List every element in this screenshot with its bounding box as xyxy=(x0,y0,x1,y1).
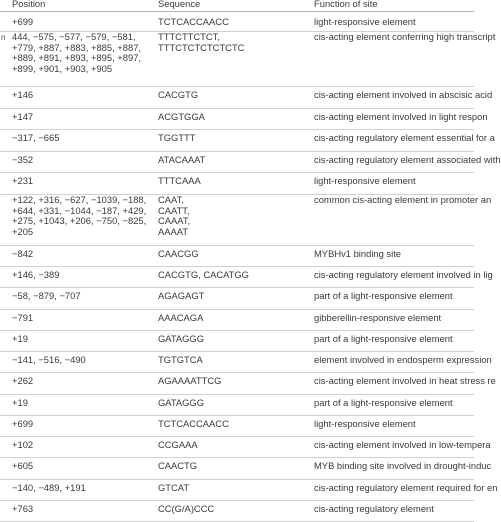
position-cell: +763 xyxy=(12,503,34,514)
sequence-cell: CACGTG xyxy=(158,89,199,100)
position-cell: +205 xyxy=(12,225,34,237)
table-row xyxy=(0,287,474,310)
position-cell: +19 xyxy=(12,333,28,344)
sequence-cell: AGAGAGT xyxy=(158,290,205,301)
sequence-cell: CAATT, xyxy=(158,204,190,216)
position-cell: +275, +1043, +206, −750, −825, xyxy=(12,215,147,227)
sequence-cell: TCTCACCAACC xyxy=(158,16,229,27)
sequence-cell: ACGTGGA xyxy=(158,111,205,122)
function-cell: gibberellin-responsive element xyxy=(314,312,442,323)
position-cell: +147 xyxy=(12,111,34,122)
sequence-cell: TGTGTCA xyxy=(158,354,203,365)
function-cell: common cis-acting element in promoter an xyxy=(314,194,492,205)
table-row xyxy=(0,436,491,458)
header-function: Function of site xyxy=(314,0,378,9)
sequence-cell: AGAAAATTCG xyxy=(158,375,222,386)
table-row xyxy=(0,372,496,395)
table-row xyxy=(0,309,474,331)
sequence-cell: CAACGG xyxy=(158,248,199,259)
function-cell: cis-acting regulatory element involved in lig xyxy=(314,269,493,280)
position-cell: −58, −879, −707 xyxy=(12,290,81,301)
sequence-cell: CAACTG xyxy=(158,460,198,471)
sequence-cell: GATAGGG xyxy=(158,397,205,408)
table-row xyxy=(0,457,492,480)
sequence-cell: GATAGGG xyxy=(158,333,205,344)
position-cell: −352 xyxy=(12,154,34,165)
position-cell: +889, +891, +893, +895, +897, xyxy=(12,52,142,64)
sequence-cell: AAACAGA xyxy=(158,312,204,323)
sequence-cell: GTCAT xyxy=(158,482,190,493)
table-row xyxy=(0,194,492,246)
sequence-cell: TCTCACCAACC xyxy=(158,418,229,429)
sequence-cell: CAAAT, xyxy=(158,215,191,227)
sequence-cell: AAAAT xyxy=(158,225,189,237)
function-cell: light-responsive element xyxy=(314,175,416,186)
sequence-cell: CC(G/A)CCC xyxy=(158,503,215,514)
position-cell: +122, +316, −627, −1039, −188, xyxy=(12,194,147,205)
function-cell: element involved in endosperm expression xyxy=(314,354,492,365)
table-row xyxy=(0,129,495,152)
function-cell: part of a light-responsive element xyxy=(314,290,453,301)
sequence-cell: TTTCTCTCTCTCTC xyxy=(158,41,245,53)
position-cell: 444, −575, −577, −579, −581, xyxy=(12,31,136,42)
position-cell: +146, −389 xyxy=(12,269,60,280)
table-row xyxy=(0,351,492,373)
position-cell: +899, +901, +903, +905 xyxy=(12,62,113,74)
row-marker: n xyxy=(1,33,6,42)
header-sequence: Sequence xyxy=(158,0,201,9)
table-row xyxy=(0,479,498,501)
table-row xyxy=(0,31,496,87)
position-cell: −791 xyxy=(12,312,34,323)
function-cell: light-responsive element xyxy=(314,418,416,429)
position-cell: +102 xyxy=(12,439,34,450)
table-row xyxy=(0,86,493,109)
function-cell: cis-acting element involved in light respon xyxy=(314,111,488,122)
function-cell: cis-acting element involved in low-tempera xyxy=(314,439,491,450)
position-cell: +605 xyxy=(12,460,34,471)
function-cell: MYB binding site involved in drought-induc xyxy=(314,460,492,471)
table-row xyxy=(0,172,474,195)
table-row xyxy=(0,108,488,130)
table-row xyxy=(0,245,474,267)
function-cell: cis-acting regulatory element required for en xyxy=(314,482,498,493)
sequence-cell: TTTCAAA xyxy=(158,175,201,186)
position-cell: +146 xyxy=(12,89,34,100)
table-row xyxy=(0,13,474,32)
sequence-cell: TTTCTTCTCT, xyxy=(158,31,220,42)
position-cell: +779, +887, +883, +885, +887, xyxy=(12,41,142,53)
table-header xyxy=(0,0,474,12)
sequence-cell: CACGTG, CACATGG xyxy=(158,269,249,280)
table-row xyxy=(0,394,474,416)
function-cell: cis-acting element involved in abscisic acid xyxy=(314,89,493,100)
position-cell: +644, +331, −1044, −187, +429, xyxy=(12,204,147,216)
sequence-cell: ATACAAAT xyxy=(158,154,206,165)
position-cell: −140, −489, +191 xyxy=(12,482,86,493)
position-cell: +19 xyxy=(12,397,28,408)
sequence-cell: CCGAAA xyxy=(158,439,198,450)
function-cell: part of a light-responsive element xyxy=(314,333,453,344)
table-row xyxy=(0,151,501,173)
position-cell: −842 xyxy=(12,248,34,259)
position-cell: +699 xyxy=(12,418,34,429)
function-cell: light-responsive element xyxy=(314,16,416,27)
function-cell: cis-acting regulatory element essential for a xyxy=(314,132,495,143)
table-row xyxy=(0,500,474,522)
position-cell: +699 xyxy=(12,16,34,27)
function-cell: cis-acting regulatory element associated with xyxy=(314,154,501,165)
table-row xyxy=(0,266,493,288)
table-row xyxy=(0,415,474,437)
position-cell: −317, −665 xyxy=(12,132,60,143)
function-cell: cis-acting element involved in heat stress re xyxy=(314,375,496,386)
position-cell: −141, −516, −490 xyxy=(12,354,86,365)
sequence-cell: CAAT, xyxy=(158,194,184,205)
position-cell: +262 xyxy=(12,375,34,386)
table-row xyxy=(0,330,474,352)
function-cell: cis-acting element conferring high transcript xyxy=(314,31,496,42)
function-cell: cis-acting regulatory element xyxy=(314,503,434,514)
function-cell: MYBHv1 binding site xyxy=(314,248,402,259)
sequence-cell: TGGTTT xyxy=(158,132,196,143)
position-cell: +231 xyxy=(12,175,34,186)
header-position: Position xyxy=(12,0,46,9)
function-cell: part of a light-responsive element xyxy=(314,397,453,408)
